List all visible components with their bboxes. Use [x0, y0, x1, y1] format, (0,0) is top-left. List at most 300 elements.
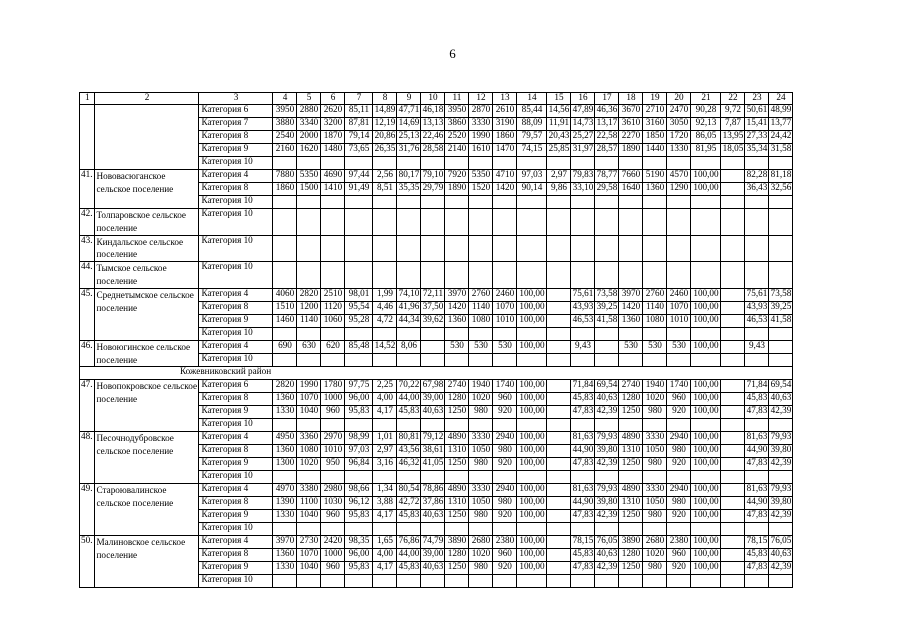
value-cell [721, 288, 745, 301]
value-cell: 27,33 [745, 131, 769, 144]
value-cell [547, 575, 571, 588]
value-cell [373, 419, 397, 432]
value-cell: 1040 [297, 510, 321, 523]
value-cell: 100,00 [691, 380, 721, 393]
category-cell: Категория 4 [199, 484, 273, 497]
value-cell: 4890 [619, 432, 643, 445]
value-cell [493, 157, 517, 170]
row-number: 44. [80, 262, 95, 289]
value-cell: 71,84 [745, 380, 769, 393]
value-cell [547, 301, 571, 314]
value-cell: 97,44 [345, 170, 373, 183]
value-cell: 1050 [643, 497, 667, 510]
value-cell [297, 157, 321, 170]
value-cell [667, 209, 691, 236]
value-cell: 2270 [619, 131, 643, 144]
value-cell: 40,63 [595, 549, 619, 562]
row-number: 47. [80, 380, 95, 432]
value-cell: 100,00 [691, 406, 721, 419]
value-cell: 69,54 [769, 380, 793, 393]
value-cell: 28,57 [595, 144, 619, 157]
value-cell: 1080 [297, 445, 321, 458]
value-cell: 39,80 [595, 445, 619, 458]
value-cell: 72,11 [421, 288, 445, 301]
settlement-name: Новоюгинское сельское поселение [95, 340, 199, 367]
value-cell [745, 262, 769, 289]
value-cell [397, 196, 421, 209]
value-cell [595, 471, 619, 484]
value-cell: 100,00 [517, 458, 547, 471]
value-cell [445, 419, 469, 432]
value-cell: 100,00 [691, 170, 721, 183]
value-cell: 960 [493, 393, 517, 406]
value-cell [619, 354, 643, 367]
value-cell: 9,43 [571, 340, 595, 353]
value-cell: 76,86 [397, 536, 421, 549]
value-cell: 4970 [273, 484, 297, 497]
value-cell: 980 [469, 510, 493, 523]
value-cell: 43,93 [571, 301, 595, 314]
value-cell [547, 196, 571, 209]
value-cell: 25,13 [397, 131, 421, 144]
value-cell: 13,17 [595, 118, 619, 131]
value-cell: 79,14 [345, 131, 373, 144]
value-cell [547, 157, 571, 170]
value-cell [297, 419, 321, 432]
value-cell: 980 [493, 445, 517, 458]
category-cell: Категория 8 [199, 393, 273, 406]
value-cell [571, 575, 595, 588]
value-cell: 2,56 [373, 170, 397, 183]
value-cell: 73,58 [769, 288, 793, 301]
value-cell: 3330 [643, 484, 667, 497]
value-cell: 2,97 [547, 170, 571, 183]
value-cell: 2970 [321, 432, 345, 445]
value-cell: 3,88 [373, 497, 397, 510]
value-cell: 1,65 [373, 536, 397, 549]
value-cell: 1250 [619, 562, 643, 575]
value-cell [297, 209, 321, 236]
value-cell [445, 471, 469, 484]
value-cell [745, 157, 769, 170]
value-cell [421, 196, 445, 209]
value-cell [721, 510, 745, 523]
value-cell: 1280 [445, 393, 469, 406]
value-cell [517, 262, 547, 289]
value-cell: 79,12 [421, 432, 445, 445]
value-cell [321, 262, 345, 289]
value-cell [469, 209, 493, 236]
category-cell: Категория 10 [199, 471, 273, 484]
table-row [80, 288, 793, 301]
value-cell: 1330 [273, 510, 297, 523]
value-cell [667, 523, 691, 536]
value-cell: 8,51 [373, 183, 397, 196]
value-cell [345, 196, 373, 209]
value-cell [547, 209, 571, 236]
value-cell [571, 327, 595, 340]
value-cell: 1,99 [373, 288, 397, 301]
category-cell: Категория 8 [199, 549, 273, 562]
value-cell [397, 327, 421, 340]
value-cell: 2520 [445, 131, 469, 144]
value-cell [619, 157, 643, 170]
value-cell [321, 575, 345, 588]
value-cell: 960 [321, 406, 345, 419]
page-number: 6 [449, 46, 456, 61]
value-cell [345, 575, 373, 588]
value-cell: 44,90 [745, 497, 769, 510]
value-cell: 81,63 [571, 432, 595, 445]
value-cell: 22,46 [421, 131, 445, 144]
value-cell: 920 [667, 406, 691, 419]
value-cell [547, 419, 571, 432]
value-cell: 8,06 [397, 340, 421, 353]
value-cell [445, 354, 469, 367]
value-cell: 25,85 [547, 144, 571, 157]
value-cell: 980 [667, 445, 691, 458]
header-cell: 12 [469, 93, 493, 105]
value-cell [445, 575, 469, 588]
value-cell [721, 340, 745, 353]
value-cell [273, 575, 297, 588]
value-cell: 100,00 [517, 406, 547, 419]
value-cell [345, 523, 373, 536]
value-cell: 78,77 [595, 170, 619, 183]
value-cell: 45,83 [745, 393, 769, 406]
category-cell: Категория 6 [199, 105, 273, 118]
value-cell [769, 196, 793, 209]
value-cell: 2380 [667, 536, 691, 549]
value-cell [547, 235, 571, 262]
value-cell: 14,56 [547, 105, 571, 118]
category-cell: Категория 10 [199, 327, 273, 340]
value-cell [421, 340, 445, 353]
value-cell: 3330 [643, 432, 667, 445]
value-cell [571, 262, 595, 289]
value-cell: 45,83 [745, 549, 769, 562]
value-cell: 100,00 [691, 314, 721, 327]
value-cell [321, 196, 345, 209]
category-cell: Категория 8 [199, 497, 273, 510]
value-cell [595, 196, 619, 209]
header-cell: 5 [297, 93, 321, 105]
category-cell: Категория 4 [199, 536, 273, 549]
value-cell: 100,00 [691, 393, 721, 406]
value-cell [517, 471, 547, 484]
value-cell: 1360 [445, 314, 469, 327]
value-cell: 47,71 [397, 105, 421, 118]
value-cell: 46,18 [421, 105, 445, 118]
value-cell: 1720 [667, 131, 691, 144]
value-cell: 100,00 [691, 183, 721, 196]
value-cell: 5350 [297, 170, 321, 183]
value-cell: 3160 [643, 118, 667, 131]
value-cell: 4950 [273, 432, 297, 445]
value-cell [745, 523, 769, 536]
header-cell: 14 [517, 93, 547, 105]
value-cell: 85,44 [517, 105, 547, 118]
value-cell: 73,58 [595, 288, 619, 301]
value-cell [691, 471, 721, 484]
header-cell: 10 [421, 93, 445, 105]
value-cell [493, 523, 517, 536]
value-cell: 1330 [273, 562, 297, 575]
value-cell: 920 [667, 510, 691, 523]
value-cell [745, 196, 769, 209]
value-cell [297, 327, 321, 340]
value-cell: 100,00 [691, 288, 721, 301]
value-cell: 85,11 [345, 105, 373, 118]
header-cell: 15 [547, 93, 571, 105]
value-cell [445, 523, 469, 536]
value-cell: 2470 [667, 105, 691, 118]
table-row [80, 105, 793, 118]
value-cell: 1040 [297, 562, 321, 575]
value-cell [643, 196, 667, 209]
value-cell [421, 523, 445, 536]
value-cell: 39,00 [421, 393, 445, 406]
value-cell: 4,00 [373, 549, 397, 562]
category-cell: Категория 4 [199, 288, 273, 301]
value-cell [691, 157, 721, 170]
value-cell: 100,00 [691, 549, 721, 562]
value-cell: 1050 [469, 497, 493, 510]
value-cell [297, 471, 321, 484]
value-cell: 39,80 [595, 497, 619, 510]
value-cell: 40,63 [595, 393, 619, 406]
value-cell: 42,39 [769, 562, 793, 575]
value-cell: 980 [643, 510, 667, 523]
value-cell: 1010 [321, 445, 345, 458]
value-cell: 26,35 [373, 144, 397, 157]
value-cell: 1250 [619, 510, 643, 523]
value-cell: 71,84 [571, 380, 595, 393]
value-cell [397, 354, 421, 367]
category-cell: Категория 4 [199, 432, 273, 445]
header-cell: 7 [345, 93, 373, 105]
value-cell: 31,58 [769, 144, 793, 157]
row-number: 43. [80, 235, 95, 262]
value-cell [321, 471, 345, 484]
value-cell [691, 196, 721, 209]
value-cell [721, 170, 745, 183]
value-cell: 2160 [273, 144, 297, 157]
value-cell: 3330 [469, 432, 493, 445]
value-cell: 86,05 [691, 131, 721, 144]
value-cell: 1310 [445, 497, 469, 510]
category-cell: Категория 10 [199, 354, 273, 367]
category-cell: Категория 9 [199, 144, 273, 157]
value-cell [595, 419, 619, 432]
value-cell [619, 235, 643, 262]
value-cell: 3610 [619, 118, 643, 131]
value-cell: 1440 [643, 144, 667, 157]
value-cell [345, 157, 373, 170]
value-cell [373, 262, 397, 289]
value-cell: 40,63 [421, 510, 445, 523]
value-cell [595, 523, 619, 536]
value-cell [345, 327, 373, 340]
value-cell [373, 523, 397, 536]
value-cell: 2740 [619, 380, 643, 393]
value-cell: 40,63 [421, 562, 445, 575]
value-cell: 4,17 [373, 562, 397, 575]
value-cell: 2740 [445, 380, 469, 393]
value-cell: 1310 [619, 445, 643, 458]
value-cell: 1940 [643, 380, 667, 393]
value-cell: 2980 [321, 484, 345, 497]
value-cell: 1280 [619, 549, 643, 562]
value-cell [445, 327, 469, 340]
value-cell: 1070 [667, 301, 691, 314]
category-cell: Категория 9 [199, 314, 273, 327]
value-cell: 29,58 [595, 183, 619, 196]
value-cell [571, 419, 595, 432]
category-cell: Категория 8 [199, 131, 273, 144]
value-cell: 14,52 [373, 340, 397, 353]
value-cell: 1420 [493, 183, 517, 196]
value-cell: 13,13 [421, 118, 445, 131]
header-cell: 4 [273, 93, 297, 105]
value-cell [273, 235, 297, 262]
value-cell: 3950 [273, 105, 297, 118]
value-cell: 100,00 [691, 510, 721, 523]
value-cell [273, 354, 297, 367]
value-cell: 2870 [469, 105, 493, 118]
value-cell: 40,63 [769, 549, 793, 562]
value-cell: 79,93 [769, 432, 793, 445]
value-cell [721, 458, 745, 471]
value-cell: 4,17 [373, 510, 397, 523]
value-cell: 1390 [273, 497, 297, 510]
value-cell: 100,00 [691, 301, 721, 314]
value-cell: 40,63 [421, 406, 445, 419]
value-cell: 41,58 [769, 314, 793, 327]
value-cell [769, 235, 793, 262]
value-cell [619, 327, 643, 340]
value-cell [595, 354, 619, 367]
value-cell: 44,00 [397, 549, 421, 562]
value-cell: 1040 [297, 406, 321, 419]
row-number: 49. [80, 484, 95, 536]
value-cell [691, 419, 721, 432]
value-cell [769, 340, 793, 353]
header-cell: 23 [745, 93, 769, 105]
settlement-name: Нововасюганское сельское поселение [95, 170, 199, 209]
value-cell: 2610 [493, 105, 517, 118]
value-cell: 96,00 [345, 393, 373, 406]
value-cell [493, 327, 517, 340]
value-cell [691, 575, 721, 588]
value-cell [619, 471, 643, 484]
value-cell: 960 [667, 549, 691, 562]
value-cell: 47,83 [745, 406, 769, 419]
value-cell: 1250 [445, 510, 469, 523]
value-cell [721, 471, 745, 484]
value-cell: 45,83 [571, 549, 595, 562]
value-cell [769, 262, 793, 289]
value-cell [667, 354, 691, 367]
value-cell: 76,05 [595, 536, 619, 549]
value-cell: 1360 [643, 183, 667, 196]
value-cell: 530 [619, 340, 643, 353]
value-cell: 7660 [619, 170, 643, 183]
value-cell: 5350 [469, 170, 493, 183]
value-cell: 44,00 [397, 393, 421, 406]
value-cell: 37,86 [421, 497, 445, 510]
value-cell: 95,83 [345, 562, 373, 575]
value-cell: 3950 [445, 105, 469, 118]
value-cell: 3190 [493, 118, 517, 131]
value-cell: 39,80 [769, 497, 793, 510]
value-cell [421, 354, 445, 367]
value-cell: 74,10 [397, 288, 421, 301]
value-cell: 980 [643, 406, 667, 419]
value-cell: 87,81 [345, 118, 373, 131]
category-cell: Категория 10 [199, 235, 273, 262]
value-cell [493, 262, 517, 289]
value-cell [421, 471, 445, 484]
value-cell: 47,83 [745, 458, 769, 471]
header-row [80, 93, 793, 105]
value-cell [421, 327, 445, 340]
category-cell: Категория 8 [199, 301, 273, 314]
header-cell: 2 [95, 93, 199, 105]
value-cell [445, 262, 469, 289]
category-cell: Категория 9 [199, 406, 273, 419]
value-cell: 1480 [321, 144, 345, 157]
value-cell [721, 497, 745, 510]
value-cell [745, 354, 769, 367]
value-cell: 36,43 [745, 183, 769, 196]
value-cell: 1290 [667, 183, 691, 196]
value-cell: 35,34 [745, 144, 769, 157]
value-cell: 1890 [619, 144, 643, 157]
value-cell: 39,80 [769, 445, 793, 458]
value-cell [619, 419, 643, 432]
value-cell [493, 235, 517, 262]
value-cell: 1280 [619, 393, 643, 406]
value-cell: 90,28 [691, 105, 721, 118]
value-cell [721, 327, 745, 340]
value-cell: 100,00 [517, 288, 547, 301]
value-cell: 41,58 [595, 314, 619, 327]
row-number: 42. [80, 209, 95, 236]
value-cell: 1360 [273, 393, 297, 406]
value-cell: 920 [493, 562, 517, 575]
value-cell: 4,72 [373, 314, 397, 327]
value-cell: 1470 [493, 144, 517, 157]
value-cell [397, 209, 421, 236]
value-cell: 91,49 [345, 183, 373, 196]
value-cell [721, 445, 745, 458]
value-cell: 3890 [445, 536, 469, 549]
value-cell [721, 354, 745, 367]
value-cell [373, 575, 397, 588]
value-cell [469, 262, 493, 289]
value-cell: 2940 [493, 484, 517, 497]
value-cell: 4570 [667, 170, 691, 183]
value-cell: 22,58 [595, 131, 619, 144]
value-cell: 2940 [667, 432, 691, 445]
category-cell: Категория 9 [199, 562, 273, 575]
value-cell: 1050 [643, 445, 667, 458]
value-cell [721, 419, 745, 432]
settlement-name: Песочнодубровское сельское поселение [95, 432, 199, 484]
value-cell: 39,25 [595, 301, 619, 314]
value-cell: 3880 [273, 118, 297, 131]
